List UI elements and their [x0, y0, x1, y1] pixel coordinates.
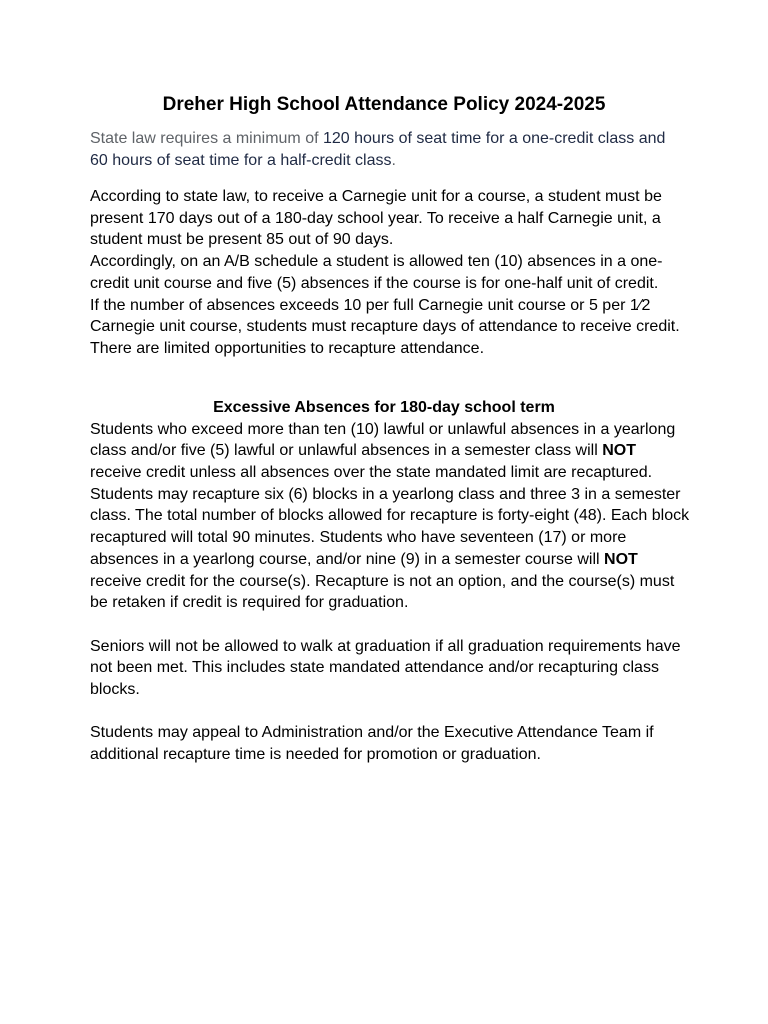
excessive-text-c: receive credit for the course(s). Recapture is not an option, and the course(s) must be retaken if credit is required for graduation. [90, 572, 675, 612]
section-spacer [90, 360, 690, 397]
excessive-text-a: Students who exceed more than ten (10) lawful or unlawful absences in a yearlong class and/or five (5) lawful or unlawful absences in a semester class will [90, 420, 676, 460]
intro-paragraph [90, 128, 670, 172]
document-title: Dreher High School Attendance Policy 2024-2025 [162, 94, 606, 115]
carnegie-paragraph-1: According to state law, to receive a Carnegie unit for a course, a student must be present 170 days out of a 180-day school year. To receive a half Carnegie unit, a student must be present 85 out of 90 days. [90, 188, 662, 249]
excessive-absences-paragraph [90, 419, 690, 614]
excessive-not-1: NOT [602, 442, 636, 460]
intro-text-seat-time: 120 hours of seat time for a one-credit class and 60 hours of seat time for a half-credit class [90, 130, 666, 169]
carnegie-paragraph-2: Accordingly, on an A/B schedule a student is allowed ten (10) absences in a one-credit unit course and five (5) absences if the course is for one-half unit of credit. [90, 253, 663, 292]
excessive-absences-heading: Excessive Absences for 180-day school term [213, 398, 555, 416]
excessive-not-2: NOT [604, 550, 638, 568]
appeal-paragraph: Students may appeal to Administration and/or the Executive Attendance Team if additional recapture time is needed for promotion or graduation. [90, 724, 654, 764]
paragraph-spacer [90, 701, 690, 723]
intro-text-end: . [391, 152, 396, 169]
paragraph-spacer [90, 614, 690, 636]
excessive-text-b: receive credit unless all absences over the state mandated limit are recaptured. Students may recapture six (6) blocks in a yearlong class and three 3 in a semester class. The total number of blocks allowed for recapture is forty-eight (48). Each block recaptured will total 90 minutes. Students who have seventeen (17) or more absences in a yearlong course, and/or nine (9) in a semester course will [90, 464, 690, 568]
document-page [90, 93, 690, 766]
carnegie-paragraph-3: If the number of absences exceeds 10 per full Carnegie unit course or 5 per 1⁄2 Carnegie unit course, students must recapture days of attendance to receive credit. There are limited opportunities to recapture attendance. [90, 296, 680, 357]
seniors-paragraph: Seniors will not be allowed to walk at graduation if all graduation requirements have not been met. This includes state mandated attendance and/or recapturing class blocks. [90, 637, 681, 699]
intro-text-lead: State law requires a minimum of [90, 130, 323, 147]
